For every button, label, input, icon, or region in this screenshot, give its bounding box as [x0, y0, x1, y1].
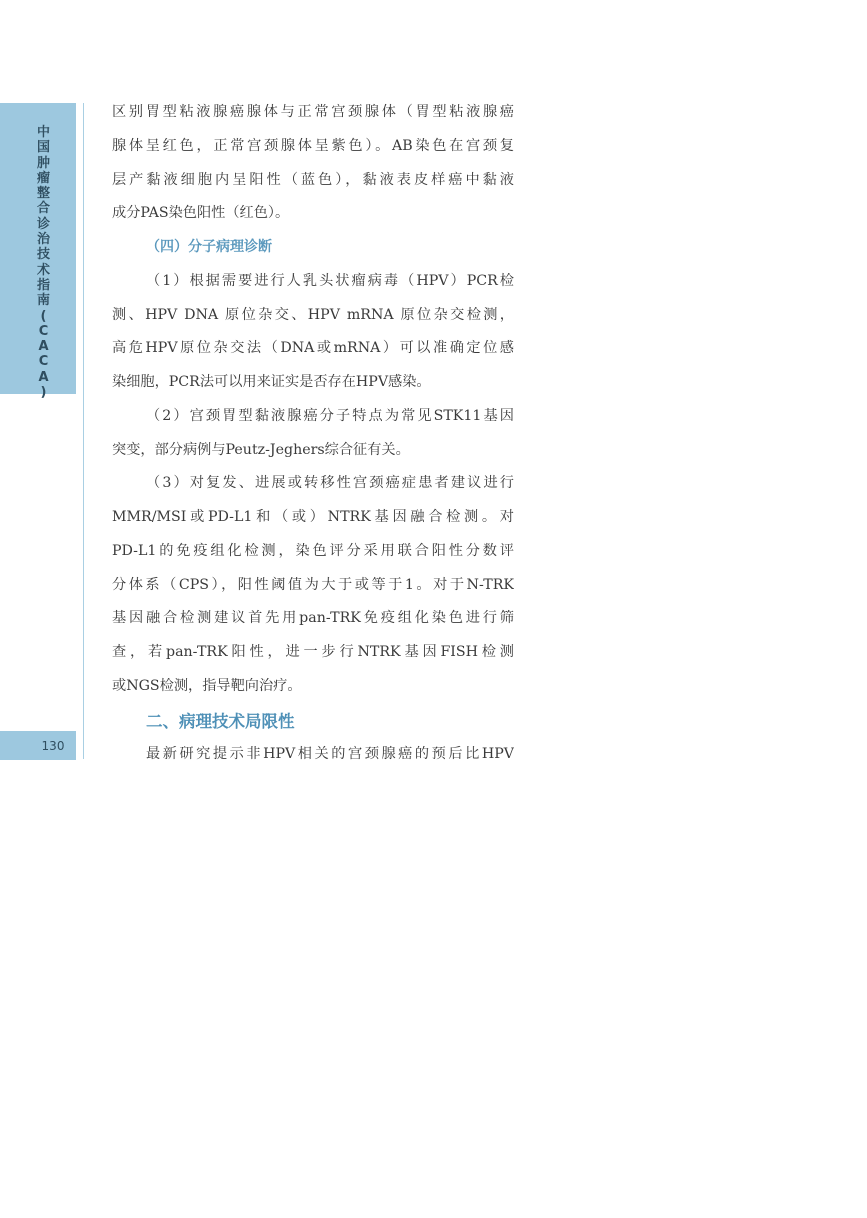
subheading-molecular-pathology: （四）分子病理诊断 — [146, 239, 272, 255]
margin-divider — [83, 103, 84, 759]
text-line: 高危HPV原位杂交法（DNA或mRNA）可以准确定位感 — [112, 340, 514, 357]
paragraph-stain-results — [112, 96, 514, 231]
text-line: 染细胞，PCR法可以用来证实是否存在HPV感染。 — [112, 374, 431, 390]
text-line: （2）宫颈胃型黏液腺癌分子特点为常见STK11基因 — [146, 407, 514, 424]
sidebar-title-char: 诊 — [36, 216, 50, 232]
sidebar-title-char: 治 — [36, 232, 50, 248]
text-line: （3）对复发、进展或转移性宫颈癌症患者建议进行 — [146, 475, 514, 492]
sidebar-title-char: 瘤 — [36, 170, 50, 186]
text-line: 或NGS检测，指导靶向治疗。 — [112, 677, 302, 694]
sidebar-title-char: ) — [40, 385, 47, 401]
paragraph-mmr-msi — [112, 467, 514, 703]
text-line: 突变，部分病例与Peutz-Jeghers综合征有关。 — [112, 441, 410, 458]
sidebar-title-char: A — [38, 339, 49, 355]
text-line: 测、HPV DNA 原位杂交、HPV mRNA 原位杂交检测， — [112, 306, 514, 323]
sidebar-title-char: 技 — [36, 247, 50, 263]
page-body — [112, 96, 514, 771]
sidebar-title-char: 整 — [36, 186, 50, 202]
text-line: 查，若pan-TRK阳性，进一步行NTRK基因FISH检测 — [112, 644, 514, 660]
sidebar-title-char: 国 — [36, 140, 50, 156]
text-line: 成分PAS染色阳性（红色）。 — [112, 205, 290, 222]
section-heading-limitations: 二、病理技术局限性 — [146, 711, 295, 731]
sidebar-title-char: 南 — [36, 293, 50, 309]
paragraph-stk11 — [112, 400, 514, 468]
text-line: 基因融合检测建议首先用pan-TRK免疫组化染色进行筛 — [112, 610, 514, 627]
sidebar-title-char: C — [38, 323, 49, 339]
sidebar-book-title — [0, 125, 87, 400]
text-line: MMR/MSI或PD-L1和（或）NTRK基因融合检测。对 — [112, 509, 514, 525]
sidebar-title-char: C — [38, 354, 49, 370]
text-line: 分体系（CPS），阳性阈值为大于或等于1。对于N-TRK — [112, 576, 514, 593]
sidebar-title-char: 肿 — [36, 155, 50, 171]
paragraph-prognosis — [112, 738, 514, 772]
text-line: 最新研究提示非HPV相关的宫颈腺癌的预后比HPV — [146, 745, 514, 762]
text-line: 腺体呈红色，正常宫颈腺体呈紫色）。AB染色在宫颈复 — [112, 137, 514, 154]
text-line: PD-L1的免疫组化检测，染色评分采用联合阳性分数评 — [112, 542, 514, 559]
sidebar-title-char: 中 — [36, 125, 50, 140]
page-number: 130 — [41, 739, 65, 753]
sidebar-title-char: 指 — [36, 277, 50, 293]
text-line: 层产黏液细胞内呈阳性（蓝色），黏液表皮样癌中黏液 — [112, 171, 514, 188]
text-line: 区别胃型粘液腺癌腺体与正常宫颈腺体（胃型粘液腺癌 — [112, 104, 514, 120]
sidebar-title-char: 术 — [36, 262, 50, 278]
sidebar-title-char: ( — [40, 308, 47, 324]
sidebar-title-char: A — [38, 369, 49, 385]
paragraph-hpv-testing — [112, 265, 514, 400]
text-line: （1）根据需要进行人乳头状瘤病毒（HPV）PCR检 — [146, 272, 514, 289]
sidebar-title-char: 合 — [36, 201, 50, 217]
